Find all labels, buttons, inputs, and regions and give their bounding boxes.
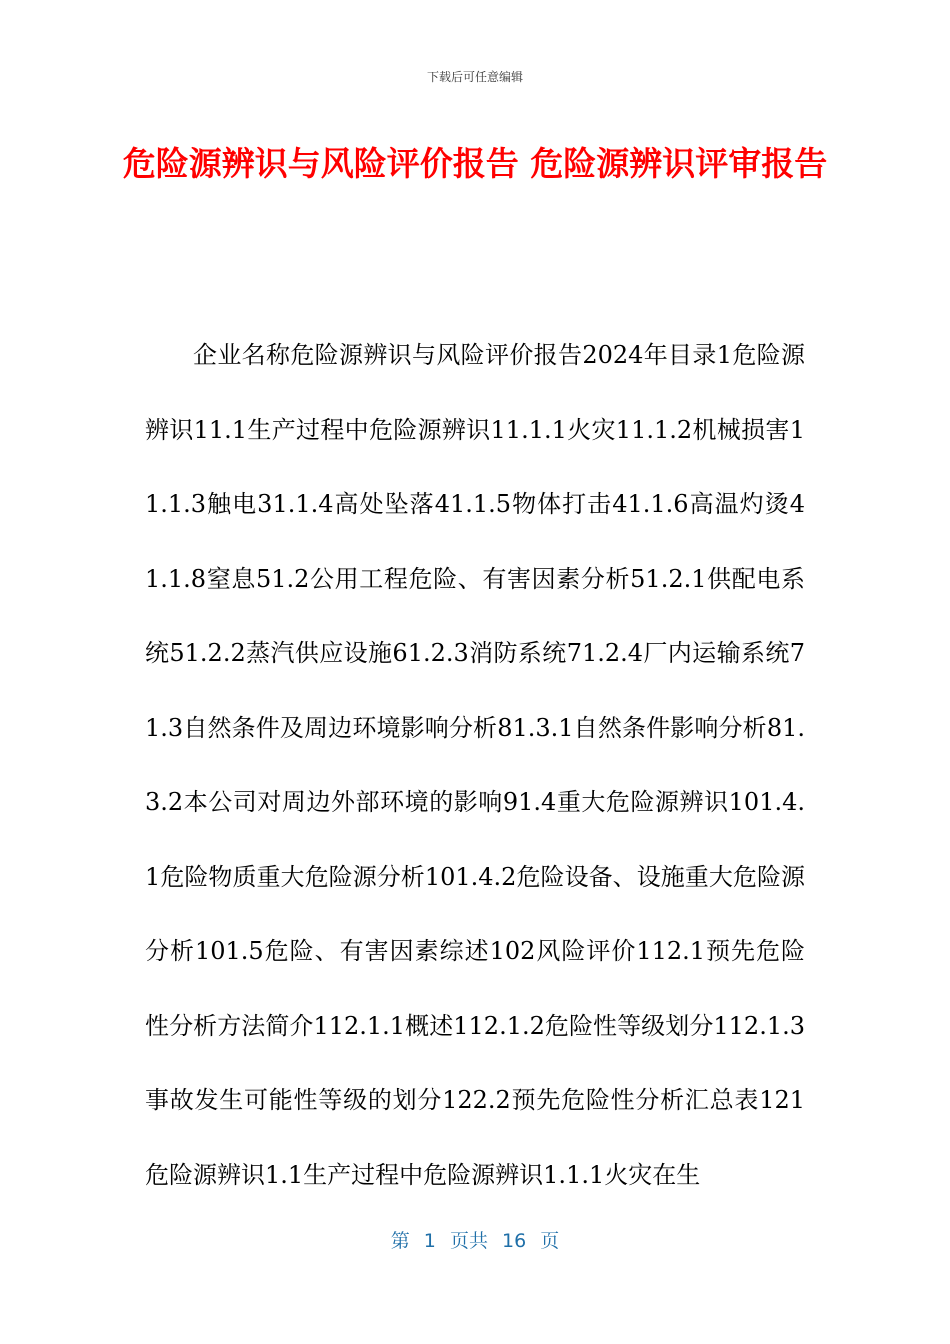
document-body: 企业名称危险源辨识与风险评价报告2024年目录1危险源辨识11.1生产过程中危险源辨识11.1.1火灾11.1.2机械损害11.1.3触电31.1.4高处坠落41.1.5物体打击41.1.6高温灼烫41.1.8窒息51.2公用工程危险、有害因素分析51.2.1供配电系统51.2.2蒸汽供应设施61.2.3消防系统71.2.4厂内运输系统71.3自然条件及周边环境影响分析81.3.1自然条件影响分析81.3.2本公司对周边外部环境的影响91.4重大危险源辨识101.4.1危险物质重大危险源分析101.4.2危险设备、设施重大危险源分析101.5危险、有害因素综述102风险评价112.1预先危险性分析方法简介112.1.1概述112.1.2危险性等级划分112.1.3事故发生可能性等级的划分122.2预先危险性分析汇总表121危险源辨识1.1生产过程中危险源辨识1.1.1火灾在生	[145, 341, 805, 1189]
current-page-number: 1	[423, 1230, 436, 1252]
footer-prefix: 第	[390, 1230, 410, 1252]
footer-suffix: 页	[540, 1230, 560, 1252]
total-pages-number: 16	[502, 1230, 527, 1252]
document-title: 危险源辨识与风险评价报告 危险源辨识评审报告	[122, 144, 828, 183]
page-footer	[0, 1226, 950, 1253]
header-note: 下载后可任意编辑	[426, 70, 523, 84]
footer-middle: 页共	[449, 1230, 488, 1252]
